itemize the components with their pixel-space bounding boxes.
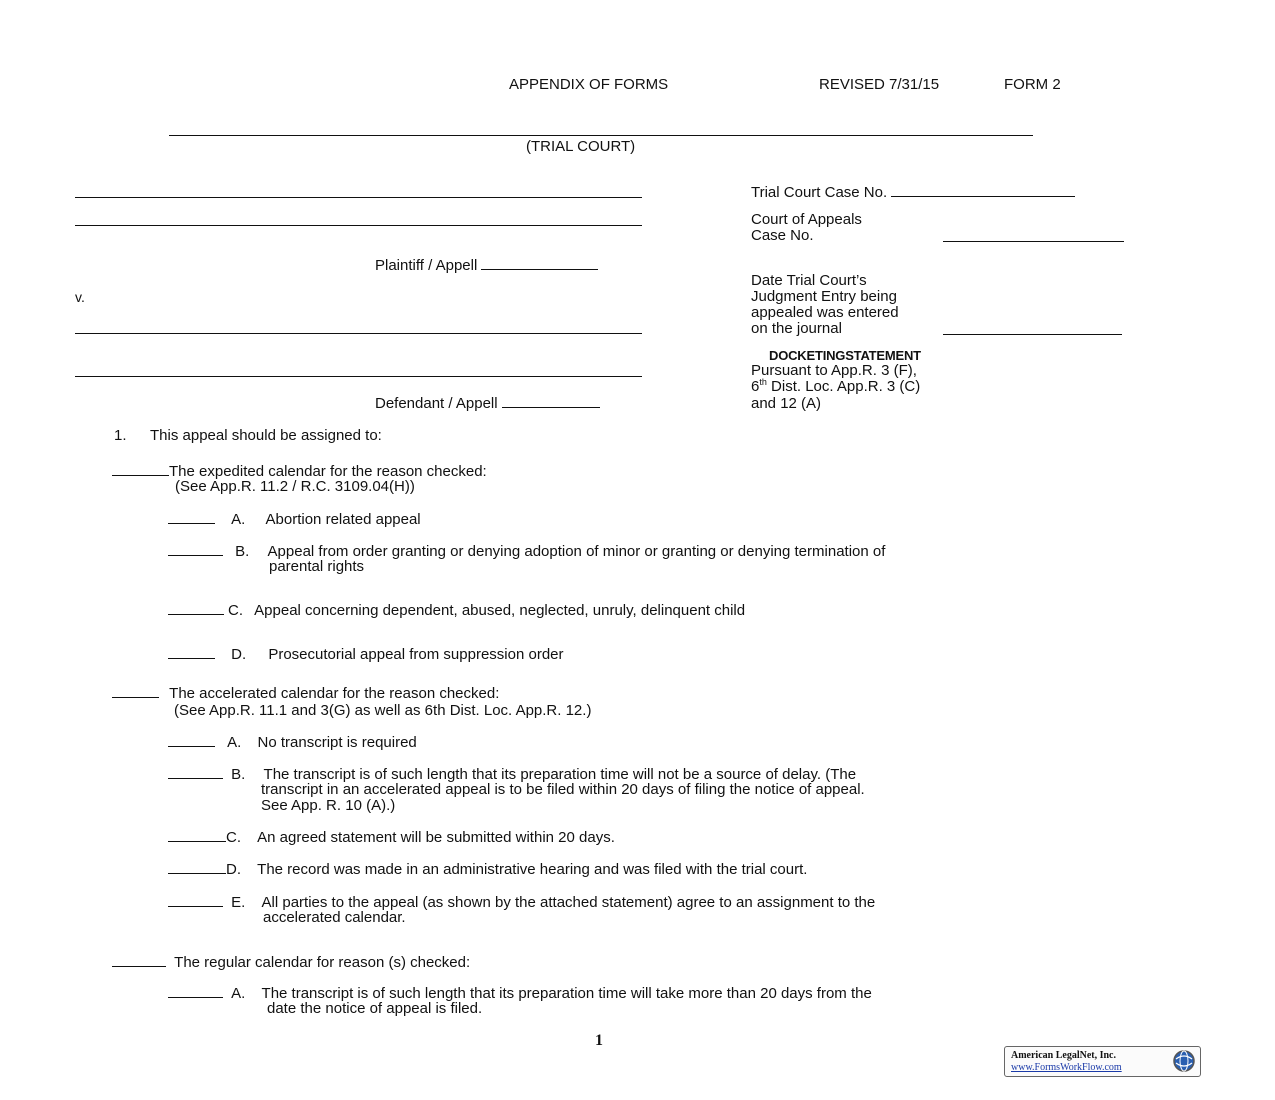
american-legalnet-logo[interactable]	[1004, 1046, 1201, 1077]
section-heading: This appeal should be assigned to:	[150, 427, 382, 444]
accelerated-c-blank[interactable]	[168, 829, 226, 842]
date-label-4: on the journal	[751, 320, 842, 337]
accelerated-item-d: D. The record was made in an administrative hearing and was filed with the trial court.	[168, 861, 807, 878]
expedited-item-c: C. Appeal concerning dependent, abused, neglected, unruly, delinquent child	[168, 602, 745, 619]
accelerated-b-blank[interactable]	[168, 766, 223, 779]
appeals-case-no-field[interactable]	[943, 241, 1124, 242]
expedited-item-d: D. Prosecutorial appeal from suppression order	[168, 646, 564, 663]
regular-item-a: A. The transcript is of such length that its preparation time will take more than 20 days from the	[168, 985, 872, 1002]
accelerated-item-b: B. The transcript is of such length that its preparation time will not be a source of delay. (The	[168, 766, 856, 783]
expedited-item-b: B. Appeal from order granting or denying adoption of minor or granting or denying termination of	[168, 543, 885, 560]
trial-court-label: (TRIAL COURT)	[526, 138, 636, 155]
expedited-reference: (See App.R. 11.2 / R.C. 3109.04(H))	[175, 478, 415, 495]
expedited-b-blank[interactable]	[168, 543, 223, 556]
accelerated-reference: (See App.R. 11.1 and 3(G) as well as 6th Dist. Loc. App.R. 12.)	[174, 702, 592, 719]
expedited-item-a: A. Abortion related appeal	[168, 511, 421, 528]
pursuant-line-3: and 12 (A)	[751, 395, 822, 412]
expedited-option: The expedited calendar for the reason checked:	[112, 463, 487, 480]
judgment-date-field[interactable]	[943, 334, 1122, 335]
accelerated-item-b-cont-1: transcript in an accelerated appeal is to be filed within 20 days of filing the notice of appeal.	[261, 781, 865, 798]
defendant-suffix-field[interactable]	[502, 395, 600, 408]
revised-date: REVISED 7/31/15	[819, 76, 940, 93]
versus-label: v.	[75, 289, 85, 305]
trial-court-field[interactable]	[169, 135, 1033, 136]
accelerated-e-blank[interactable]	[168, 894, 223, 907]
expedited-checkbox-blank[interactable]	[112, 463, 169, 476]
trial-case-no-label: Trial Court Case No.	[751, 184, 1075, 201]
page-number: 1	[595, 1032, 603, 1049]
regular-a-blank[interactable]	[168, 985, 223, 998]
expedited-c-blank[interactable]	[168, 602, 224, 615]
pursuant-line-1: Pursuant to App.R. 3 (F),	[751, 362, 917, 379]
pursuant-line-2: 6th Dist. Loc. App.R. 3 (C)	[751, 377, 921, 395]
expedited-a-blank[interactable]	[168, 511, 215, 524]
regular-option: The regular calendar for reason (s) checked:	[112, 954, 470, 971]
accelerated-item-e-cont: accelerated calendar.	[263, 909, 406, 926]
regular-item-a-cont: date the notice of appeal is filed.	[267, 1000, 483, 1017]
expedited-d-blank[interactable]	[168, 646, 215, 659]
form-number: FORM 2	[1004, 76, 1061, 93]
accelerated-d-blank[interactable]	[168, 861, 226, 874]
globe-icon	[1172, 1049, 1196, 1073]
defendant-label: Defendant / Appell	[375, 395, 600, 412]
logo-company-name: American LegalNet, Inc.	[1011, 1050, 1116, 1061]
trial-case-no-field[interactable]	[891, 184, 1075, 197]
logo-url-link[interactable]: www.FormsWorkFlow.com	[1011, 1062, 1122, 1073]
section-number: 1.	[114, 427, 127, 444]
accelerated-a-blank[interactable]	[168, 734, 215, 747]
defendant-name-line-1[interactable]	[75, 333, 642, 334]
accelerated-item-b-cont-2: See App. R. 10 (A).)	[261, 797, 396, 814]
defendant-name-line-2[interactable]	[75, 376, 642, 377]
date-label-1: Date Trial Court’s	[751, 272, 867, 289]
regular-checkbox-blank[interactable]	[112, 954, 166, 967]
appendix-label: APPENDIX OF FORMS	[509, 76, 669, 93]
plaintiff-label: Plaintiff / Appell	[375, 257, 598, 274]
appeals-case-label-1: Court of Appeals	[751, 211, 862, 228]
plaintiff-suffix-field[interactable]	[481, 257, 598, 270]
accelerated-checkbox-blank[interactable]	[112, 685, 159, 698]
accelerated-option: The accelerated calendar for the reason checked:	[112, 685, 499, 702]
docketing-statement-title: DOCKETINGSTATEMENT	[769, 348, 921, 363]
date-label-3: appealed was entered	[751, 304, 899, 321]
appeals-case-label-2: Case No.	[751, 227, 814, 244]
accelerated-item-c: C. An agreed statement will be submitted within 20 days.	[168, 829, 615, 846]
plaintiff-name-line-1[interactable]	[75, 197, 642, 198]
plaintiff-name-line-2[interactable]	[75, 225, 642, 226]
accelerated-item-e: E. All parties to the appeal (as shown by the attached statement) agree to an assignment to the	[168, 894, 875, 911]
accelerated-item-a: A. No transcript is required	[168, 734, 417, 751]
expedited-item-b-cont: parental rights	[269, 558, 365, 575]
date-label-2: Judgment Entry being	[751, 288, 897, 305]
